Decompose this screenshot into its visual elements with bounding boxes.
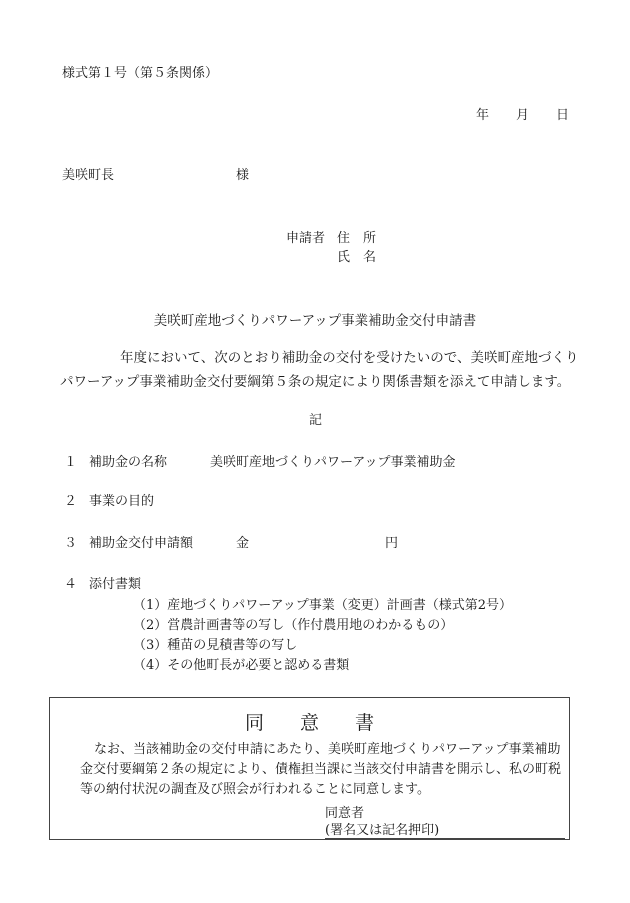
item-1-label: 補助金の名称 [89, 455, 168, 470]
recipient-honorific: 様 [236, 168, 250, 183]
attachment-item: （4）その他町長が必要と認める書類 [133, 658, 350, 673]
consent-line-1: なお、当該補助金の交付申請にあたり、美咲町産地づくりパワーアップ事業補助 [94, 742, 561, 757]
applicant-name-label: 氏 名 [337, 250, 377, 265]
attachment-item: （3）種苗の見積書等の写し [133, 638, 298, 653]
date-month-label: 月 [516, 108, 530, 123]
ki-mark: 記 [309, 413, 323, 428]
item-3-number: ３ [64, 536, 78, 551]
date-year-label: 年 [476, 108, 490, 123]
item-2-number: ２ [64, 494, 78, 509]
application-body-line-1: 年度において、次のとおり補助金の交付を受けたいので、美咲町産地づくり [120, 350, 579, 366]
applicant-address-label: 住 所 [337, 231, 377, 246]
item-3-amount-prefix: 金 [236, 536, 250, 551]
attachment-item: （1）産地づくりパワーアップ事業（変更）計画書（様式第2号） [133, 598, 512, 613]
item-4-label: 添付書類 [89, 577, 142, 592]
item-1-number: １ [64, 455, 78, 470]
form-number: 様式第１号（第５条関係） [62, 66, 219, 81]
item-4-number: ４ [64, 577, 78, 592]
consent-signature-note: (署名又は記名押印) [325, 823, 440, 838]
application-body [60, 346, 580, 394]
recipient-name: 美咲町長 [62, 168, 115, 183]
applicant-label: 申請者 [286, 231, 326, 246]
consent-title: 同意書 [244, 712, 410, 734]
attachment-item: （2）営農計画書等の写し（作付農用地のわかるもの） [133, 618, 454, 633]
consent-line-2: 金交付要綱第２条の規定により、債権担当課に当該交付申請書を開示し、私の町税 [80, 762, 562, 777]
item-3-label: 補助金交付申請額 [89, 536, 194, 551]
item-3-amount-suffix: 円 [385, 536, 399, 551]
application-body-line-2: パワーアップ事業補助金交付要綱第５条の規定により関係書類を添えて申請します。 [60, 374, 571, 390]
item-2-label: 事業の目的 [89, 494, 155, 509]
item-1-value: 美咲町産地づくりパワーアップ事業補助金 [210, 455, 456, 470]
signature-line [325, 838, 565, 839]
consent-body [80, 740, 580, 800]
consent-signer-label: 同意者 [325, 806, 365, 821]
document-title: 美咲町産地づくりパワーアップ事業補助金交付申請書 [153, 313, 477, 329]
consent-box [49, 697, 570, 840]
date-day-label: 日 [556, 108, 570, 123]
consent-line-3: 等の納付状況の調査及び照会が行われることに同意します。 [80, 782, 430, 797]
